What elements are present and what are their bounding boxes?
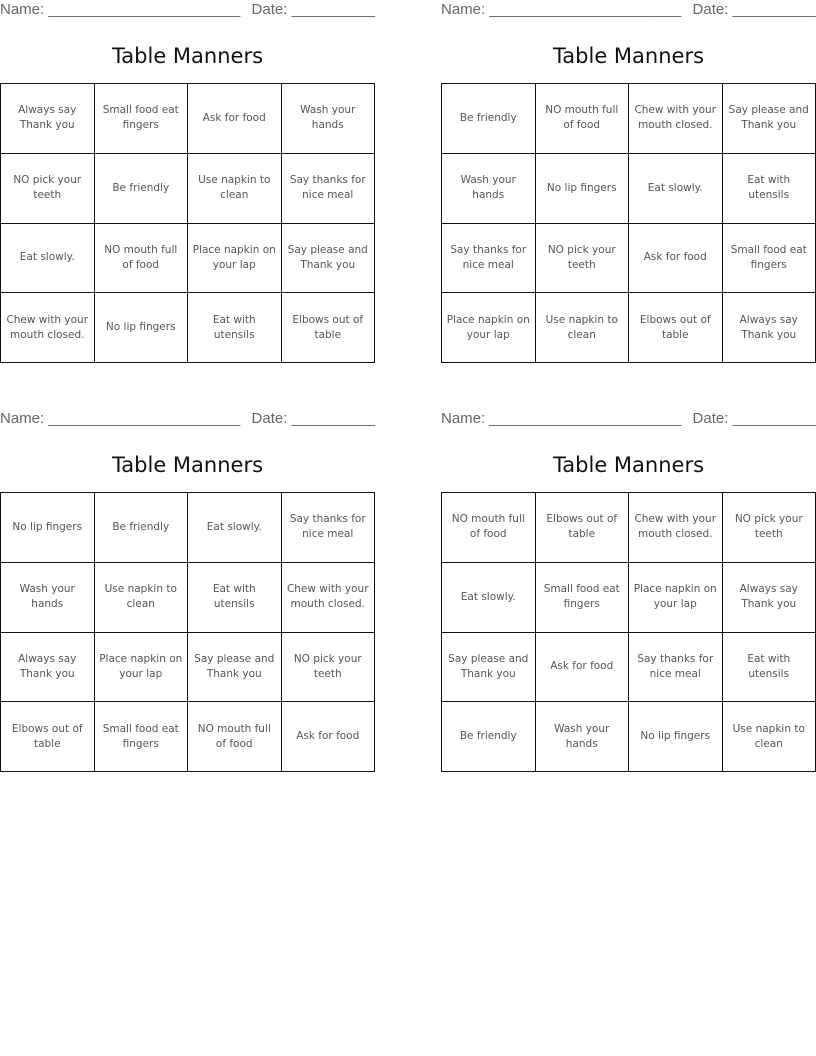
- card-header: [441, 410, 816, 430]
- bingo-cell: No lip fingers: [629, 702, 723, 772]
- grid-row: [442, 153, 816, 223]
- bingo-cell: Elbows out of table: [1, 702, 95, 772]
- grid-row: [1, 84, 375, 154]
- bingo-cell: Place napkin on your lap: [188, 223, 282, 293]
- bingo-cell: Say thanks for nice meal: [442, 223, 536, 293]
- bingo-cell: NO pick your teeth: [1, 153, 95, 223]
- grid-row: [442, 562, 816, 632]
- bingo-cell: Elbows out of table: [629, 293, 723, 363]
- name-field[interactable]: Name: _______________________: [441, 410, 682, 427]
- bingo-cell: Say please and Thank you: [722, 84, 816, 154]
- bingo-cell: Wash your hands: [535, 702, 629, 772]
- bingo-cell: Chew with your mouth closed.: [281, 562, 375, 632]
- bingo-cell: Use napkin to clean: [535, 293, 629, 363]
- grid-row: [1, 632, 375, 702]
- bingo-cell: Eat with utensils: [722, 153, 816, 223]
- bingo-cell: Ask for food: [629, 223, 723, 293]
- bingo-cell: Use napkin to clean: [94, 562, 188, 632]
- bingo-cell: Say thanks for nice meal: [629, 632, 723, 702]
- bingo-cell: Chew with your mouth closed.: [629, 493, 723, 563]
- bingo-card: [441, 0, 816, 372]
- date-field[interactable]: Date: __________: [692, 410, 816, 427]
- bingo-cell: Be friendly: [94, 493, 188, 563]
- bingo-cell: Use napkin to clean: [722, 702, 816, 772]
- bingo-cell: NO mouth full of food: [535, 84, 629, 154]
- bingo-cell: Always say Thank you: [1, 632, 95, 702]
- name-field[interactable]: Name: _______________________: [441, 1, 682, 18]
- card-header: [441, 1, 816, 21]
- name-field[interactable]: Name: _______________________: [0, 410, 241, 427]
- bingo-cell: Chew with your mouth closed.: [1, 293, 95, 363]
- bingo-cell: NO mouth full of food: [188, 702, 282, 772]
- date-field[interactable]: Date: __________: [692, 1, 816, 18]
- card-title: Table Manners: [552, 44, 705, 68]
- bingo-cell: Be friendly: [442, 702, 536, 772]
- bingo-cell: Small food eat fingers: [722, 223, 816, 293]
- bingo-cell: Always say Thank you: [722, 562, 816, 632]
- bingo-cell: Elbows out of table: [535, 493, 629, 563]
- bingo-card: [441, 409, 816, 781]
- bingo-card: [0, 0, 375, 372]
- grid-row: [1, 223, 375, 293]
- bingo-cell: Be friendly: [442, 84, 536, 154]
- bingo-cell: Eat slowly.: [629, 153, 723, 223]
- grid-row: [442, 493, 816, 563]
- bingo-cell: Small food eat fingers: [94, 702, 188, 772]
- bingo-cell: NO pick your teeth: [722, 493, 816, 563]
- bingo-cell: Place napkin on your lap: [629, 562, 723, 632]
- card-header: [0, 1, 375, 21]
- grid-row: [1, 702, 375, 772]
- bingo-cell: Say please and Thank you: [281, 223, 375, 293]
- grid-row: [1, 562, 375, 632]
- bingo-cell: Say please and Thank you: [442, 632, 536, 702]
- bingo-cell: Say please and Thank you: [188, 632, 282, 702]
- bingo-cell: Be friendly: [94, 153, 188, 223]
- bingo-grid: [0, 492, 375, 772]
- card-header: [0, 410, 375, 430]
- bingo-cell: Place napkin on your lap: [94, 632, 188, 702]
- bingo-grid: [0, 83, 375, 363]
- bingo-cell: Say thanks for nice meal: [281, 153, 375, 223]
- bingo-cell: Always say Thank you: [1, 84, 95, 154]
- bingo-cell: Chew with your mouth closed.: [629, 84, 723, 154]
- bingo-cell: Wash your hands: [281, 84, 375, 154]
- bingo-cell: Always say Thank you: [722, 293, 816, 363]
- grid-row: [1, 293, 375, 363]
- bingo-cell: Ask for food: [535, 632, 629, 702]
- date-field[interactable]: Date: __________: [251, 410, 375, 427]
- bingo-cell: Wash your hands: [442, 153, 536, 223]
- bingo-cell: No lip fingers: [94, 293, 188, 363]
- bingo-cell: Elbows out of table: [281, 293, 375, 363]
- bingo-cell: NO mouth full of food: [442, 493, 536, 563]
- bingo-cell: NO mouth full of food: [94, 223, 188, 293]
- grid-row: [442, 84, 816, 154]
- bingo-cell: NO pick your teeth: [281, 632, 375, 702]
- grid-row: [442, 702, 816, 772]
- card-title: Table Manners: [552, 453, 705, 477]
- bingo-grid: [441, 492, 816, 772]
- bingo-cell: Eat slowly.: [442, 562, 536, 632]
- bingo-cell: Ask for food: [281, 702, 375, 772]
- grid-row: [1, 493, 375, 563]
- grid-row: [442, 632, 816, 702]
- bingo-cell: Say thanks for nice meal: [281, 493, 375, 563]
- bingo-card: [0, 409, 375, 781]
- bingo-cell: No lip fingers: [535, 153, 629, 223]
- grid-row: [442, 293, 816, 363]
- bingo-cell: Eat slowly.: [188, 493, 282, 563]
- bingo-cell: Eat with utensils: [722, 632, 816, 702]
- date-field[interactable]: Date: __________: [251, 1, 375, 18]
- bingo-cell: Use napkin to clean: [188, 153, 282, 223]
- grid-row: [1, 153, 375, 223]
- bingo-cell: No lip fingers: [1, 493, 95, 563]
- name-field[interactable]: Name: _______________________: [0, 1, 241, 18]
- card-title: Table Manners: [111, 453, 264, 477]
- bingo-cell: Small food eat fingers: [94, 84, 188, 154]
- bingo-cell: NO pick your teeth: [535, 223, 629, 293]
- bingo-cell: Eat with utensils: [188, 562, 282, 632]
- bingo-cell: Eat with utensils: [188, 293, 282, 363]
- bingo-cell: Place napkin on your lap: [442, 293, 536, 363]
- bingo-cell: Ask for food: [188, 84, 282, 154]
- bingo-cell: Wash your hands: [1, 562, 95, 632]
- bingo-cell: Small food eat fingers: [535, 562, 629, 632]
- bingo-cell: Eat slowly.: [1, 223, 95, 293]
- bingo-grid: [441, 83, 816, 363]
- grid-row: [442, 223, 816, 293]
- card-title: Table Manners: [111, 44, 264, 68]
